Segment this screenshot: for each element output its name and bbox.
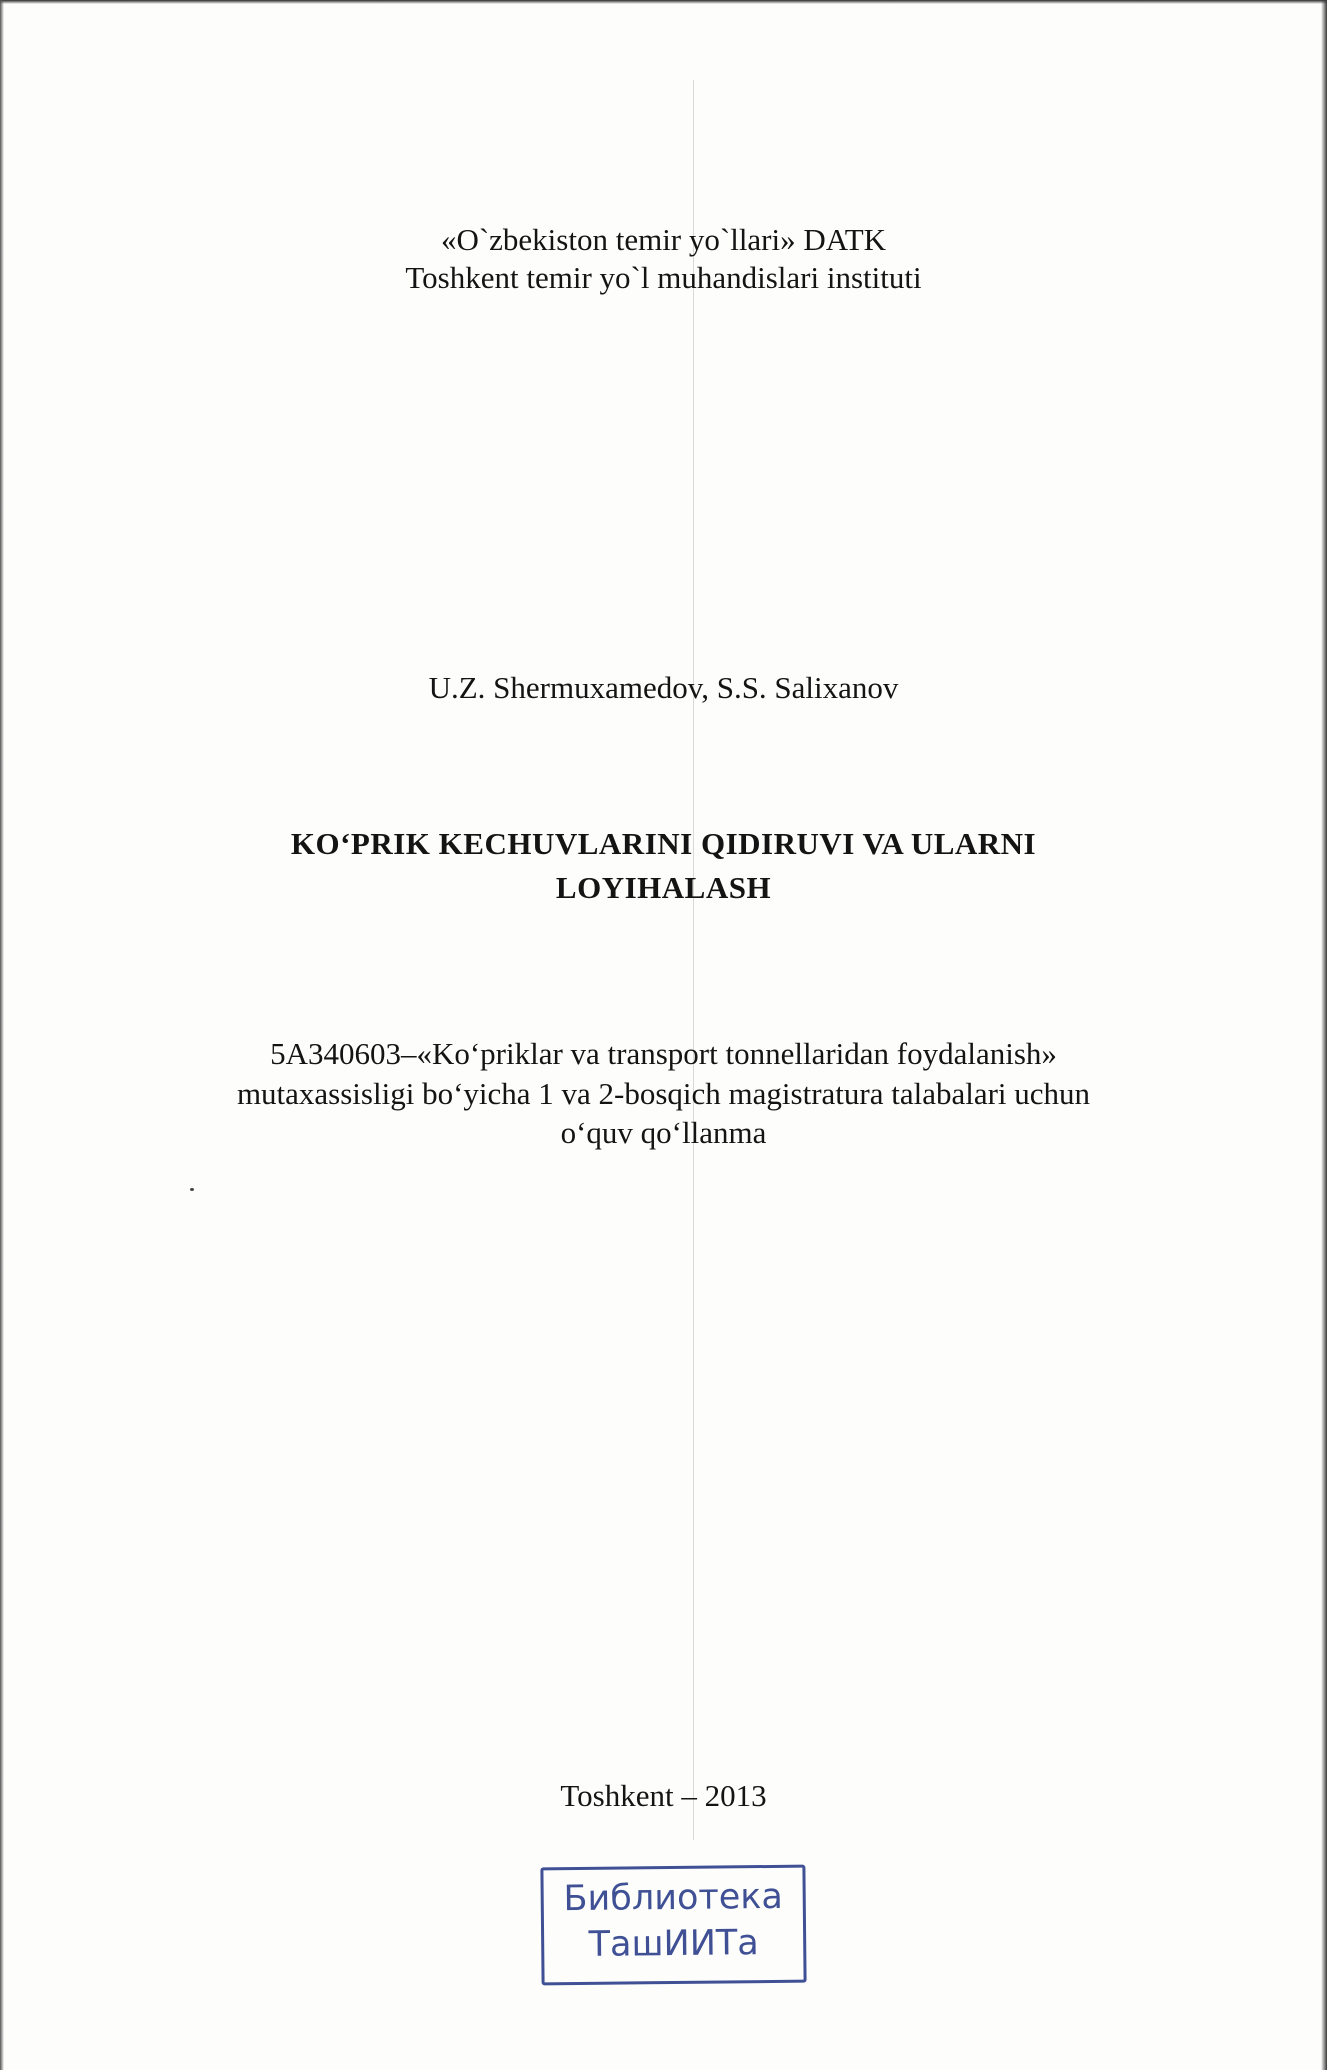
stamp-line-1: Библиотека xyxy=(563,1876,784,1920)
description-line-3: o‘quv qo‘llanma xyxy=(560,1115,767,1150)
scan-edge-left xyxy=(0,0,4,2070)
organization-name: «O`zbekiston temir yo`llari» DATK xyxy=(440,222,887,257)
stamp-line-2: ТашИИТа xyxy=(588,1923,759,1965)
library-stamp xyxy=(540,1865,806,1986)
book-title-line-1: KO‘PRIK KECHUVLARINI QIDIRUVI VA ULARNI xyxy=(290,826,1037,861)
authors: U.Z. Shermuxamedov, S.S. Salixanov xyxy=(428,670,899,705)
scan-edge-right xyxy=(1321,0,1327,2070)
imprint-city-year: Toshkent – 2013 xyxy=(560,1778,767,1813)
description-line-2: mutaxassisligi bo‘yicha 1 va 2-bosqich magistratura talabalari uchun xyxy=(236,1076,1091,1111)
scan-edge-top xyxy=(0,0,1327,4)
institute-name: Toshkent temir yo`l muhandislari instituti xyxy=(405,260,922,295)
scan-speck xyxy=(190,1188,194,1191)
page-fold-line xyxy=(693,80,694,1840)
description-line-1: 5A340603–«Ko‘priklar va transport tonnellaridan foydalanish» xyxy=(270,1036,1057,1071)
book-title-line-2: LOYIHALASH xyxy=(555,870,772,905)
